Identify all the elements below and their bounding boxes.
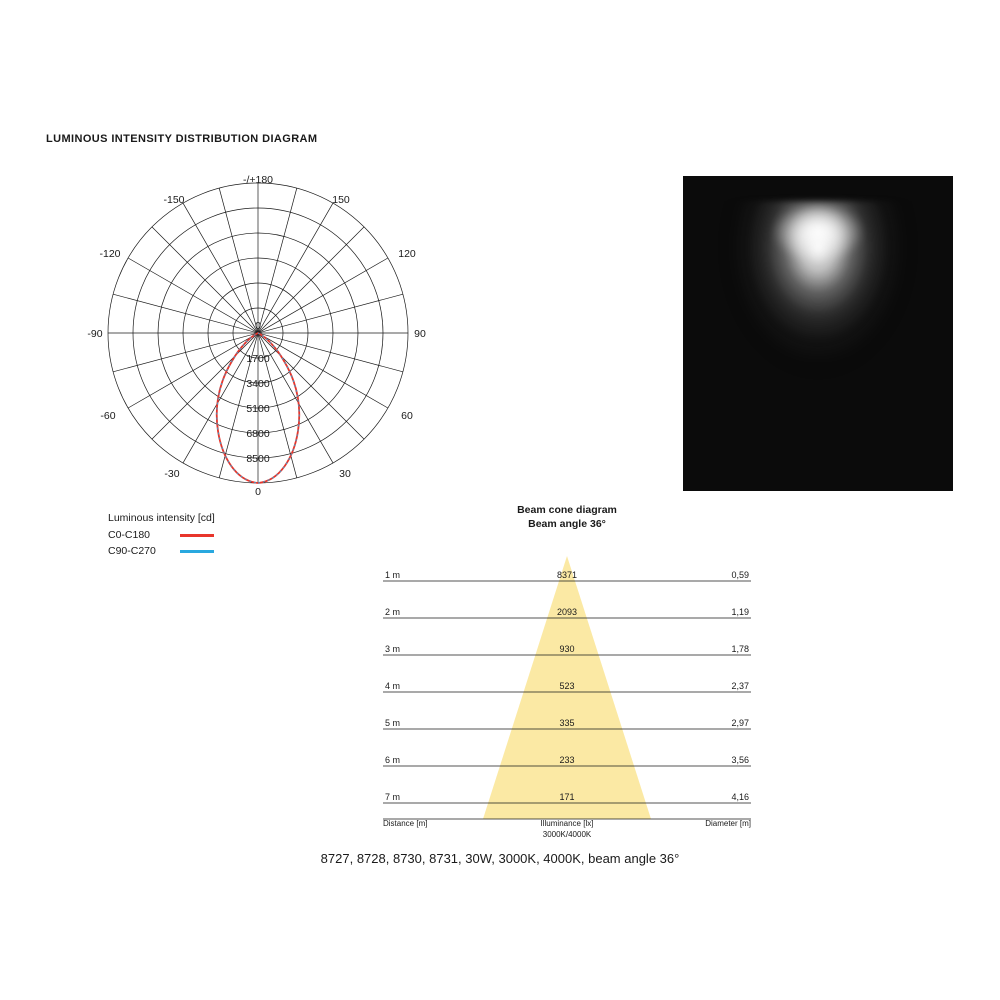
beam-hotspot	[772, 208, 864, 268]
beam-cone-heading: Beam cone diagram	[517, 504, 617, 516]
cone-col-distance-header: Distance [m]	[383, 819, 428, 828]
cone-illuminance-2: 2093	[556, 607, 578, 617]
legend-item-c0-c180	[108, 527, 215, 543]
legend-heading: Luminous intensity [cd]	[108, 512, 215, 524]
figure-caption: 8727, 8728, 8730, 8731, 30W, 3000K, 4000K, beam angle 36°	[320, 851, 680, 866]
cone-illuminance-6: 233	[559, 755, 575, 765]
svg-text:3400: 3400	[246, 378, 270, 390]
svg-text:60: 60	[401, 410, 413, 422]
cone-distance-6: 6 m	[385, 755, 401, 765]
cone-illuminance-4: 523	[559, 681, 575, 691]
beam-cone-diagram	[383, 548, 751, 833]
svg-text:-90: -90	[87, 328, 103, 340]
svg-text:0: 0	[255, 486, 261, 498]
legend-label-c0-c180: C0-C180	[108, 529, 151, 541]
cone-illuminance-7: 171	[559, 792, 575, 802]
cone-diameter-7: 4,16	[731, 792, 749, 802]
svg-text:8500: 8500	[246, 453, 270, 465]
beam-cone-svg	[383, 548, 751, 833]
cone-distance-1: 1 m	[385, 570, 401, 580]
cone-diameter-1: 0,59	[731, 570, 749, 580]
cone-illuminance-header-line1: Illuminance [lx]	[540, 819, 594, 828]
cone-diameter-6: 3,56	[731, 755, 749, 765]
svg-text:0: 0	[255, 320, 261, 332]
svg-text:-/+180: -/+180	[242, 174, 274, 186]
svg-text:6800: 6800	[246, 428, 270, 440]
svg-text:120: 120	[398, 248, 416, 260]
cone-illuminance-3: 930	[559, 644, 575, 654]
cone-diameter-4: 2,37	[731, 681, 749, 691]
polar-legend	[108, 512, 215, 559]
cone-col-illuminance-header	[383, 818, 751, 840]
polar-angle-labels	[87, 174, 426, 498]
cone-col-diameter-header: Diameter [m]	[705, 819, 751, 828]
legend-item-c90-c270	[108, 543, 215, 559]
cone-diameter-2: 1,19	[731, 607, 749, 617]
legend-label-c90-c270: C90-C270	[108, 545, 156, 557]
svg-text:-150: -150	[163, 194, 185, 206]
beam-cone-subheading: Beam angle 36°	[528, 518, 606, 530]
polar-diagram-svg	[60, 165, 460, 505]
svg-text:-60: -60	[100, 410, 116, 422]
beam-cone-title	[383, 503, 751, 531]
cone-diameter-3: 1,78	[731, 644, 749, 654]
beam-photo	[683, 176, 953, 491]
legend-swatch-c0-c180	[180, 534, 214, 537]
cone-distance-2: 2 m	[385, 607, 401, 617]
cone-illuminance-header-line2: 3000K/4000K	[542, 830, 592, 839]
page-title: LUMINOUS INTENSITY DISTRIBUTION DIAGRAM	[46, 133, 318, 145]
cone-distance-3: 3 m	[385, 644, 401, 654]
svg-text:1700: 1700	[246, 353, 270, 365]
legend-swatch-c90-c270	[180, 550, 214, 553]
svg-text:-120: -120	[99, 248, 121, 260]
svg-text:150: 150	[332, 194, 350, 206]
cone-distance-7: 7 m	[385, 792, 401, 802]
cone-distance-5: 5 m	[385, 718, 401, 728]
svg-text:5100: 5100	[246, 403, 270, 415]
svg-text:-30: -30	[164, 468, 180, 480]
polar-diagram	[60, 165, 460, 505]
cone-illuminance-1: 8371	[556, 570, 578, 580]
svg-text:30: 30	[339, 468, 351, 480]
svg-text:90: 90	[414, 328, 426, 340]
cone-diameter-5: 2,97	[731, 718, 749, 728]
cone-distance-4: 4 m	[385, 681, 401, 691]
cone-illuminance-5: 335	[559, 718, 575, 728]
